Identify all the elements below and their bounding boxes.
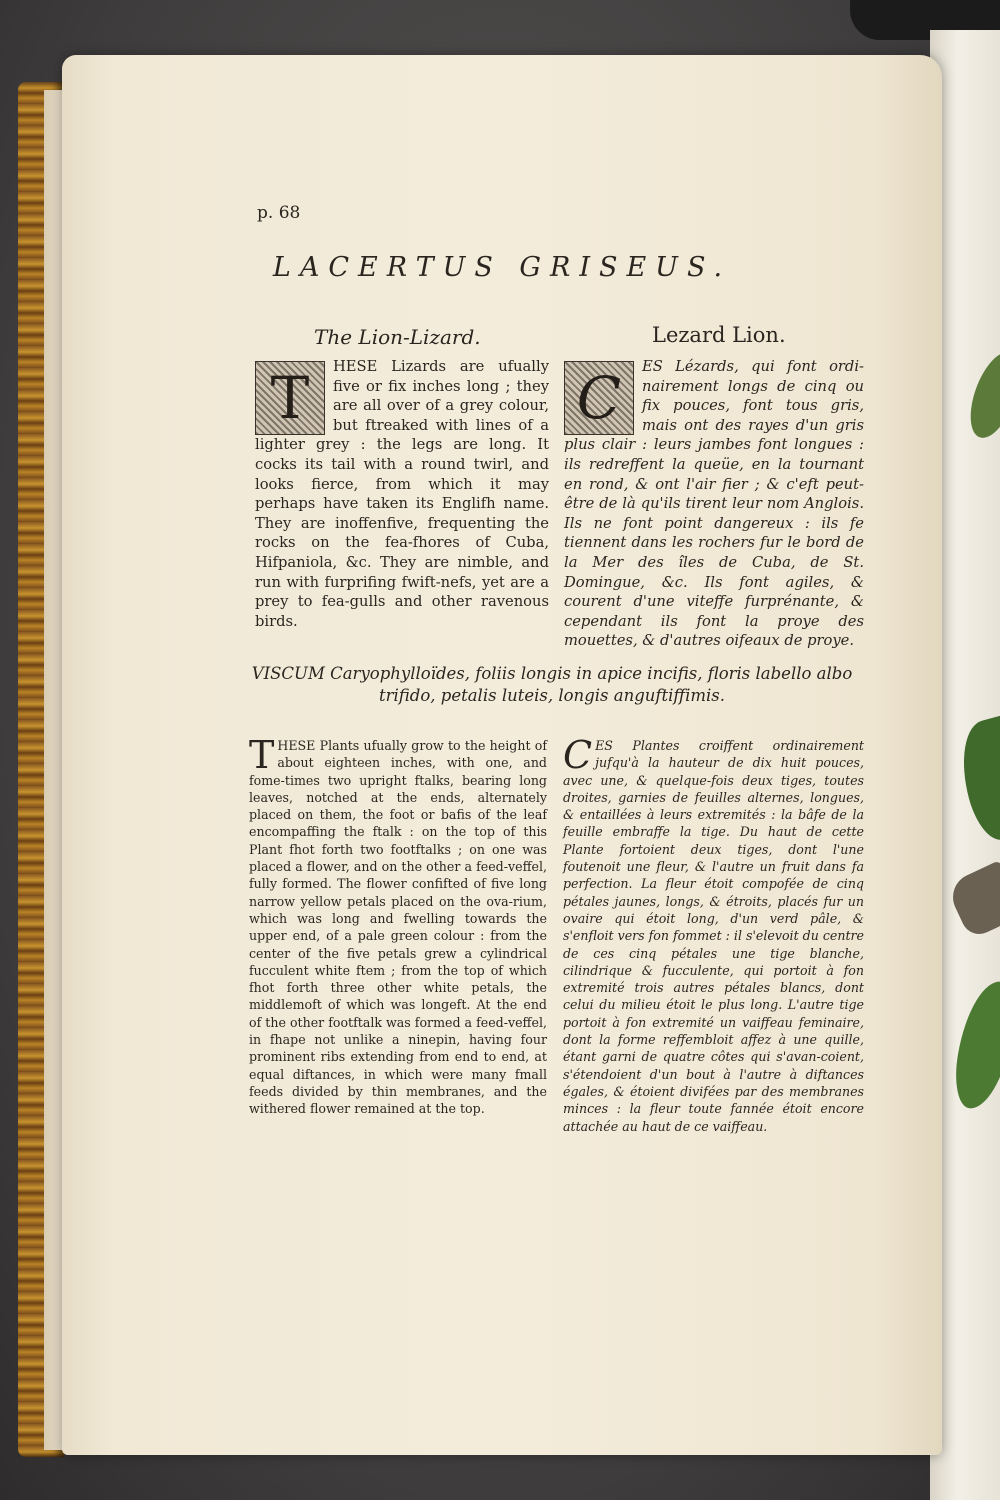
lizard-english-paragraph	[255, 357, 549, 631]
ornamental-dropcap: C	[564, 361, 634, 435]
dropcap: T	[249, 733, 275, 777]
plant-title: VISCUM Caryophylloïdes, foliis longis in apice incifis, floris labello albo trifido, petalis luteis, longis anguftiffimis.	[251, 664, 853, 705]
paragraph-text: ES Plantes croiffent ordinairement jufqu'à la hauteur de dix huit pouces, avec une, & quelque-fois deux tiges, toutes droites, garnies de feuilles alternes, longues, & entaillées à leurs extremités : la bâfe de la feuille embraffe la tige. Du haut de cette Plante fortoient deux tiges, dont l'une foutenoit une fleur, & l'autre un fruit dans fa perfection. La fleur étoit compofée de cinq pétales jaunes, longs, & étroits, placés fur un ovaire qui étoit long, d'un verd pâle, & s'enfloit vers fon fommet : il s'elevoit du centre de ces cinq pétales une tige blanche, cilindrique & fucculente, qui portoit à fon extremité trois autres pétales blancs, dont celui du milieu étoit le plus long. L'autre tige portoit à fon extremité un vaiffeau feminaire, dont la forme reffembloit affez à une quille, étant garni de quatre côtes qui s'avan-coient, s'étendoient d'un bout à l'autre à diftances égales, & étoient divifées par des membranes minces : la fleur toute fannée étoit encore attachée au haut de ce vaiffeau.	[563, 738, 864, 1134]
plant-french-paragraph	[563, 733, 864, 1135]
paragraph-text: HESE Plants ufually grow to the height of about eighteen inches, with one, and fome-times two upright ftalks, bearing long leaves, notched at the ends, alternately placed on them, the foot or bafis of the leaf encompaffing the ftalk : on the top of this Plant fhot forth two footftalks ; on one was placed a flower, and on the other a feed-veffel, fully formed. The flower confifted of five long narrow yellow petals placed on the ova-rium, which was long and fwelling towards the upper end, of a pale green colour : from the center of the five petals grew a cylindrical fucculent white ftem ; from the top of which fhot forth three other white petals, the middlemoft of which was longeft. At the end of the other footftalk was formed a feed-veffel, in fhape not unlike a ninepin, having four prominent ribs extending from end to end, at equal diftances, in which were many fmall feeds divided by thin membranes, and the withered flower remained at the top.	[249, 738, 547, 1117]
page-title: LACERTUS GRISEUS.	[272, 252, 732, 283]
plant-english-paragraph	[249, 733, 547, 1118]
page-number: p. 68	[257, 203, 301, 223]
book-page	[62, 55, 942, 1455]
lizard-french-paragraph	[564, 357, 864, 651]
french-heading: Lezard Lion.	[652, 323, 786, 347]
english-heading: The Lion-Lizard.	[314, 325, 481, 349]
paragraph-text: HESE Lizards are ufually five or fix inches long ; they are all over of a grey colour, but ftreaked with lines of a lighter grey : the legs are long. It cocks its tail with a round twirl, and looks fierce, from which it may perhaps have taken its Englifh name. They are inoffenfive, frequenting the rocks on the fea-fhores of Cuba, Hifpaniola, &c. They are nimble, and run with furprifing fwift-nefs, yet are a prey to fea-gulls and other ravenous birds.	[255, 358, 549, 630]
paragraph-text: ES Lézards, qui font ordi-nairement longs de cinq ou fix pouces, font tous gris, mais ont des rayes d'un gris plus clair : leurs jambes font longues : ils redreffent la queüe, en la tournant en rond, & ont l'air fier ; & c'eft peut-être de là qu'ils tirent leur nom Anglois. Ils ne font point dangereux : ils fe tiennent dans les rochers fur le bord de la Mer des îles de Cuba, de St. Domingue, &c. Ils font agiles, & courent d'une viteffe furprénante, & cependant ils font la proye des mouettes, & d'autres oifeaux de proye.	[564, 358, 864, 650]
dropcap: C	[563, 733, 593, 777]
ornamental-dropcap: T	[255, 361, 325, 435]
